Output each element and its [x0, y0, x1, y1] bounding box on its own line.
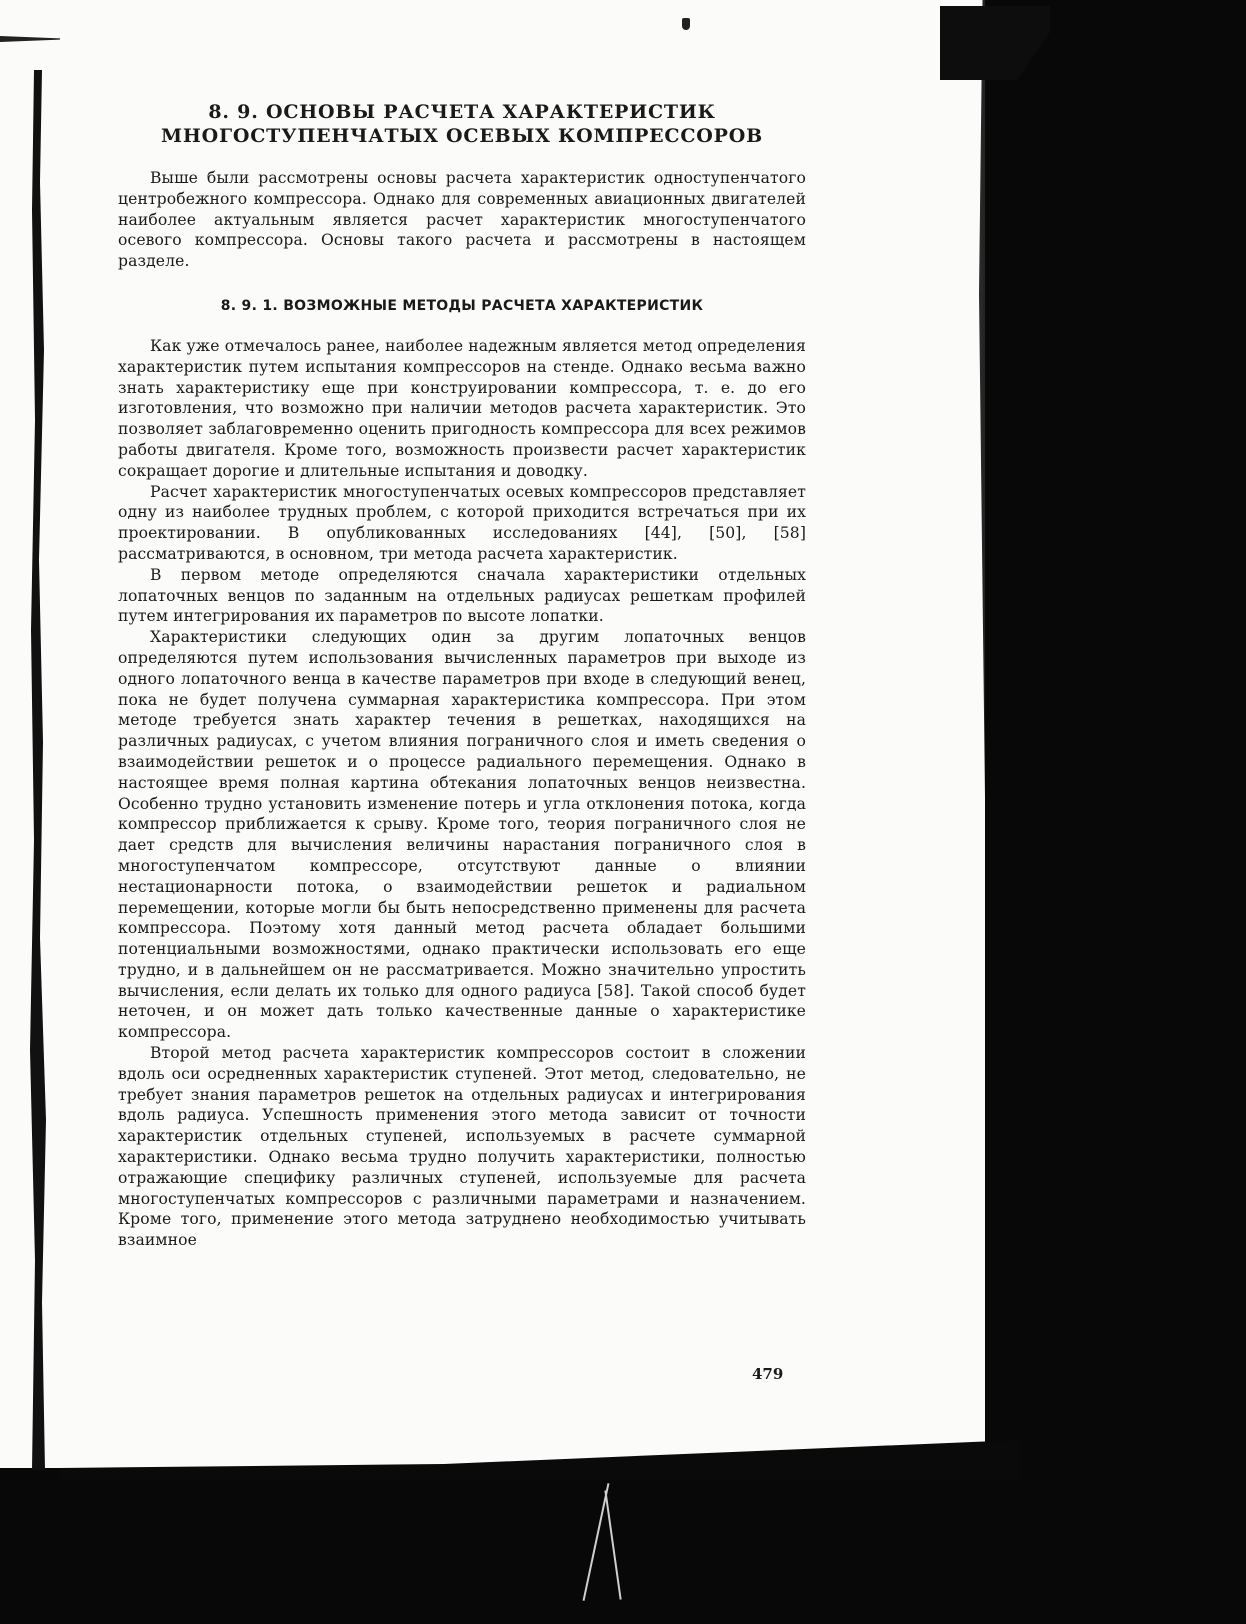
intro-paragraph: Выше были рассмотрены основы расчета характеристик одноступенчатого центробежного компрессора. Однако для современных авиационных двигателей наиболее актуальным является расчет характеристик многоступенчатого осевого компрессора. Основы такого расчета и рассмотрены в настоящем разделе.	[118, 169, 806, 271]
scan-mark	[0, 36, 60, 42]
binding-edge-left	[28, 70, 48, 1470]
body-paragraph: В первом методе определяются сначала характеристики отдельных лопаточных венцов по заданным на отдельных радиусах решеткам профилей путем интегрирования их параметров по высоте лопатки.	[118, 565, 806, 626]
page-bottom-edge	[60, 1440, 1020, 1480]
scan-background-right	[985, 0, 1246, 1624]
body-paragraph: Как уже отмечалось ранее, наиболее надежным является метод определения характеристик путем испытания компрессоров на стенде. Однако весьма важно знать характеристику еще при конструировании компрессора, т. е. до его изготовления, что возможно при наличии методов расчета характеристик. Это позволяет заблаговременно оценить пригодность компрессора для всех режимов работы двигателя. Кроме того, возможность произвести расчет характеристик сокращает дорогие и длительные испытания и доводку.	[118, 336, 806, 480]
body-paragraph: Второй метод расчета характеристик компрессоров состоит в сложении вдоль оси осредненных характеристик ступеней. Этот метод, следовательно, не требует знания параметров решеток на отдельных радиусах и интегрирования вдоль радиуса. Успешность применения этого метода зависит от точности характеристик отдельных ступеней, используемых в расчете суммарной характеристики. Однако весьма трудно получить характеристики, полностью отражающие специфику различных ступеней, используемые для расчета многоступенчатых компрессоров с различными параметрами и назначением. Кроме того, применение этого метода затруднено необходимостью учитывать взаимное	[118, 1044, 806, 1250]
section-heading-line1: 8. 9. ОСНОВЫ РАСЧЕТА ХАРАКТЕРИСТИК	[208, 101, 716, 123]
page-number: 479	[752, 1365, 784, 1383]
section-heading	[118, 100, 806, 148]
subsection-heading: 8. 9. 1. ВОЗМОЖНЫЕ МЕТОДЫ РАСЧЕТА ХАРАКТЕРИСТИК	[220, 297, 704, 314]
body-paragraph: Характеристики следующих один за другим лопаточных венцов определяются путем использования вычисленных параметров при выходе из одного лопаточного венца в качестве параметров при входе в следующий венец, пока не будет получена суммарная характеристика компрессора. При этом методе требуется знать характер течения в решетках, находящихся на различных радиусах, с учетом влияния пограничного слоя и иметь сведения о взаимодействии решеток и о процессе радиального перемещения. Однако в настоящее время полная картина обтекания лопаточных венцов неизвестна. Особенно трудно установить изменение потерь и угла отклонения потока, когда компрессор приближается к срыву. Кроме того, теория пограничного слоя не дает средств для вычисления величины нарастания пограничного слоя в многоступенчатом компрессоре, отсутствуют данные о влиянии нестационарности потока, о взаимодействии решеток и радиальном перемещении, которые могли бы быть непосредственно применены для расчета компрессора. Поэтому хотя данный метод расчета обладает большими потенциальными возможностями, однако практически использовать его еще трудно, и в дальнейшем он не рассматривается. Можно значительно упростить вычисления, если делать их только для одного радиуса [58]. Такой способ будет неточен, и он может дать только качественные данные о характеристике компрессора.	[118, 628, 806, 1042]
section-heading-line2: МНОГОСТУПЕНЧАТЫХ ОСЕВЫХ КОМПРЕССОРОВ	[161, 125, 763, 147]
ink-blot	[682, 18, 690, 30]
scan-background-bottom	[0, 1468, 1246, 1624]
page-content	[118, 100, 806, 1251]
body-paragraph: Расчет характеристик многоступенчатых осевых компрессоров представляет одну из наиболее трудных проблем, с которой приходится встречаться при их проектировании. В опубликованных исследованиях [44], [50], [58] рассматриваются, в основном, три метода расчета характеристик.	[118, 482, 806, 563]
